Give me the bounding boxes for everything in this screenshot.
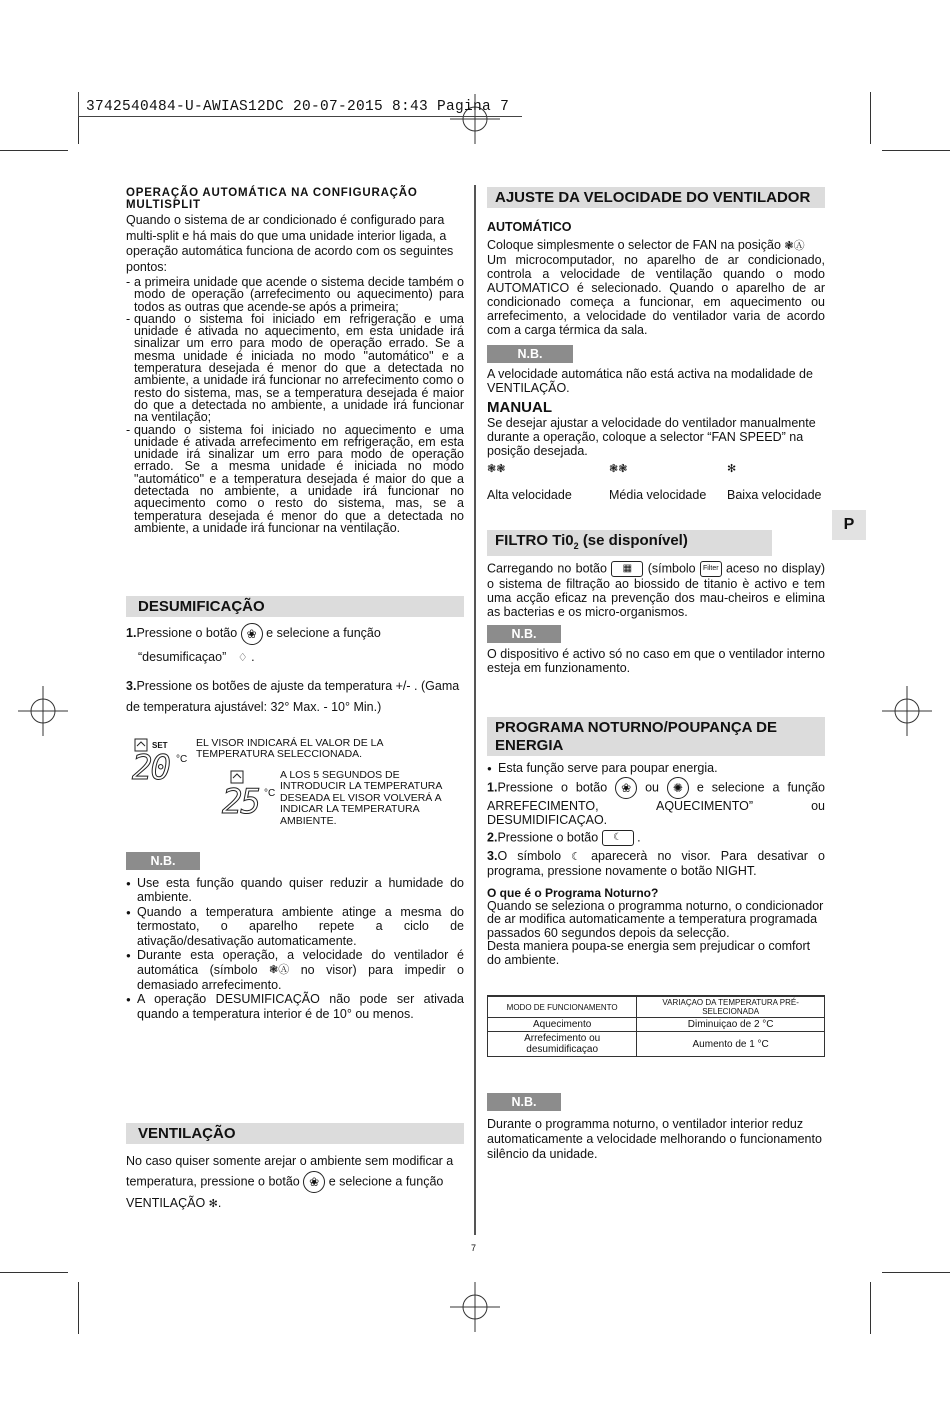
crop-mark (882, 1272, 950, 1273)
bullet3-text-b: no visor) para impedir o demasiado arrefecimento. (137, 962, 464, 992)
fan-auto-icon: ❃Ⓐ (784, 239, 805, 252)
desumificacao-step1: 1.Pressione o botão ❀ e selecione a função “desumificaçao” ♢ . (126, 621, 464, 670)
crop-mark (870, 1282, 871, 1334)
filter-nb-text: O dispositivo é activo só no caso em que o ventilador interno esteja em funzionamento. (487, 646, 825, 675)
night-step1 (487, 777, 825, 827)
filter-title-tail: (se disponível) (582, 531, 688, 549)
speed-label-high: Alta velocidade (487, 487, 572, 502)
crop-mark (882, 150, 950, 151)
fan-low-icon: ✻ (727, 462, 737, 475)
fan-icon: ✻ (208, 1198, 218, 1211)
table-cell: Arrefecimento ou desumidificaçao (488, 1032, 637, 1057)
table-header-row (488, 996, 825, 1018)
unit-label: °C (264, 787, 276, 799)
s1-text-b: ou (645, 780, 659, 795)
list-item: ● A operação DESUMIFICAÇÃO não pode ser ativada quando a temperatura interior é de 10° ou menos. (126, 992, 464, 1021)
section-header-filter (487, 530, 772, 556)
step-number: 3. (487, 849, 498, 864)
night-nb-text: Durante o programma noturno, o ventilador interior reduz automaticamente a velocidade melhorando o funcionamento silêncio da unidade. (487, 1117, 822, 1162)
fan-medium-icon: ❃❃ (609, 462, 628, 475)
nb-label: N.B. (487, 625, 561, 643)
step1-text-b: e selecione a função (266, 626, 381, 641)
fan-speed-icons (487, 462, 825, 502)
filter-symbol: Filter (700, 561, 722, 577)
ventilacao-text-b: e selecione a função VENTILAÇÃO (126, 1174, 444, 1211)
language-tab: P (832, 510, 866, 540)
step-number: 1. (487, 780, 498, 795)
ventilacao-text-c: . (217, 1196, 222, 1211)
filter-title: FILTRO Ti0 (495, 531, 574, 549)
nb-label: N.B. (126, 852, 200, 870)
section-header-night: PROGRAMA NOTURNO/POUPANÇA DE ENERGIA (487, 717, 825, 756)
night-symbol-icon: ☾ (571, 850, 581, 863)
set-label: SET (152, 740, 168, 750)
display-note-1: EL VISOR INDICARÁ EL VALOR DE LA TEMPERATURA SELECCIONADA. (196, 736, 383, 761)
multisplit-intro: Quando o sistema de ar condicionado é configurado para multi-split e há mais do que uma unidade interior ligada, a operação automática funciona de acordo com os seguintes pontos: (126, 213, 454, 274)
ventilacao-text (126, 1151, 464, 1214)
display-note-2: A LOS 5 SEGUNDOS DE INTRODUCIR LA TEMPERATURA DESEADA EL VISOR VOLVERÁ A INDICAR LA TEMPERATURA AMBIENTE. (280, 768, 442, 827)
fan-auto-icon: ❃Ⓐ (269, 964, 290, 977)
filter-button-icon: ▦ (611, 561, 643, 577)
s1-text-a: Pressione o botão (497, 780, 608, 795)
bullet3-text-a: Durante esta operação, a velocidade do ventilador é automática (símbolo (137, 948, 464, 977)
unit-label: °C (176, 753, 188, 765)
page-number: 7 (471, 1243, 477, 1253)
manual-text: Se desejar ajustar a velocidade do ventilador manualmente durante a operação, coloque a selector “FAN SPEED” na posição desejada. (487, 415, 816, 458)
drop-icon: ♢ (237, 651, 248, 664)
column-divider (474, 185, 476, 1235)
section-header-fan-speed: AJUSTE DA VELOCIDADE DO VENTILADOR (487, 187, 825, 208)
auto-text: Um microcomputador, no aparelho de ar condicionado, controla a velocidade de ventilação quando o modo AUTOMATICO é selecionado. Quando o aparelho de ar condicionado começa a funcionar, em aquecimento ou arrefecimento, a velocidade do ventilador varia de acordo com a carga térmica da sala. (487, 252, 825, 337)
header-print-code: 3742540484-U-AWIAS12DC 20-07-2015 8:43 Pagina 7 (86, 99, 510, 115)
list-item: ● Esta função serve para poupar energia. (487, 761, 825, 776)
display-diagram (126, 738, 464, 848)
filter-title-sub: 2 (573, 540, 579, 551)
filter-text (487, 561, 825, 619)
multisplit-title: OPERAÇÃO AUTOMÁTICA NA CONFIGURAÇÃO MULTISPLIT (126, 187, 418, 211)
s2-text-b: . (637, 830, 641, 845)
night-question-title: O que é o Programa Noturno? (487, 885, 659, 900)
manual-title: MANUAL (487, 398, 552, 416)
filter-text-b: (símbolo (647, 561, 696, 575)
table-header-cell: MODO DE FUNCIONAMENTO (488, 996, 637, 1018)
filter-text-c: aceso no display) o sistema de filtração ao biossido de titanio è activo e tem uma acção eficaz na prevenção dos mau-cheiros e elimina as bacterias e os micro-organismos. (487, 561, 825, 619)
heat-button-icon: ✺ (667, 777, 689, 799)
table-row (488, 1018, 825, 1032)
filter-text-a: Carregando no botão (487, 561, 607, 575)
s1-text-c: e selecione a função ARREFECIMENTO, AQUECIMENTO” ou DESUMIDIFICAÇAO. (487, 780, 825, 828)
fan-high-icon: ❃❃ (487, 462, 506, 475)
registration-mark-left (18, 686, 68, 736)
s3-text-b: aparecerà no visor. Para desativar o programa, pressione novamente o botão NIGHT. (487, 849, 825, 878)
registration-mark-right (882, 686, 932, 736)
lcd-room-temperature: 25 (222, 781, 259, 822)
desumificacao-step3 (126, 676, 464, 718)
table-cell: Aquecimento (488, 1018, 637, 1032)
section-header-ventilacao: VENTILAÇÃO (126, 1123, 464, 1144)
multisplit-list (126, 276, 464, 534)
list-item: - a primeira unidade que acende o sistema decide também o modo de operação (arrefecimento ou aquecimento) para todos as outras que acende-se após a primeira; (126, 276, 464, 313)
table-cell: Aumento de 1 °C (637, 1032, 825, 1057)
step-number: 1. (126, 626, 137, 641)
s3-text-a: O símbolo (497, 849, 562, 864)
lcd-set-temperature: 20 (132, 747, 169, 788)
cool-button-icon: ❀ (615, 777, 637, 799)
speed-label-medium: Média velocidade (609, 487, 707, 502)
table-cell: Diminuiçao de 2 °C (637, 1018, 825, 1032)
list-item: ● Use esta função quando quiser reduzir a humidade do ambiente. (126, 876, 464, 905)
fan-nb-text: A velocidade automática não está activa na modalidade de VENTILAÇÃO. (487, 366, 813, 395)
mode-table (487, 995, 825, 1057)
mode-button-icon: ❀ (303, 1171, 325, 1193)
list-item (126, 948, 464, 992)
step-number: 2. (487, 830, 498, 845)
mode-button-icon: ❀ (241, 623, 263, 645)
desumificacao-notes (126, 876, 464, 1021)
night-question-text: Quando se seleziona o programma noturno, o condicionador de ar modifica automaticamente a temperatura programada passados 60 segundos depois da selecção. (487, 898, 824, 940)
nb-label: N.B. (487, 1093, 561, 1111)
table-row (488, 1032, 825, 1057)
night-button-icon: ☾ (602, 830, 634, 846)
auto-line1 (487, 238, 825, 253)
step3-text: Pressione os botões de ajuste da temperatura +/- . (Gama de temperatura ajustável: 32° Max. - 10° Min.) (126, 678, 460, 714)
section-header-desumificacao: DESUMIFICAÇÃO (126, 596, 464, 617)
list-item: ● Quando a temperatura ambiente atinge a mesma do termostato, o aparelho repete a ciclo de ativação/desativação automaticamente. (126, 905, 464, 949)
right-column (487, 187, 825, 1162)
step1-text-c: “desumificaçao” (138, 650, 227, 665)
night-step3 (487, 849, 825, 878)
registration-mark-bottom (450, 1282, 500, 1332)
crop-mark (870, 92, 871, 144)
nb-label: N.B. (487, 345, 573, 363)
list-item: - quando o sistema foi iniciado no aquecimento e uma unidade é ativada arrefecimento em refrigeração, em esta unidade irá sinalizar um erro para modo de operação errado. Se a mesma unidade é iniciada no modo "automático" e a temperatura desejada é maior do que a detectada no ambiente, a unidade irá funcionar no aquecimento como o resto do sistema, mas, se a temperatura desejada é menor do que a detectada no ambiente, a unidade irá funcionar na ventilação. (126, 424, 464, 535)
auto-title: AUTOMÁTICO (487, 220, 572, 234)
crop-mark (0, 150, 68, 151)
step-number: 3. (126, 678, 137, 693)
night-bullets (487, 761, 825, 776)
left-column (126, 187, 464, 1214)
night-question-text2: Desta maniera poupa-se energia sem prejudicar o comfort do ambiente. (487, 939, 811, 967)
night-step2 (487, 830, 825, 846)
crop-mark (0, 1272, 68, 1273)
s2-text-a: Pressione o botão (497, 830, 599, 845)
step1-text: Pressione o botão (136, 626, 238, 641)
crop-mark (78, 1282, 79, 1334)
auto-line1-text: Coloque simplesmente o selector de FAN na posição (487, 238, 781, 252)
ventilacao-text-a: No caso quiser somente arejar o ambiente sem modificar a temperatura, pressione o botão (126, 1154, 454, 1189)
table-header-cell: VARIAÇAO DA TEMPERATURA PRÉ-SELECIONADA (637, 996, 825, 1018)
speed-label-low: Baixa velocidade (727, 487, 822, 502)
list-item: - quando o sistema foi iniciado em refrigeração e uma unidade é ativada no aquecimento, em esta unidade irá sinalizar um erro para modo de operação errado. Se a mesma unidade é iniciada no modo "automático" e a temperatura desejada é menor do que a detectada no ambiente, a unidade irá funcionar no arrefecimento como o resto do sistema, mas, se a temperatura desejada é maior do que a detectada no ambiente, a unidade irá funcionar na ventilação; (126, 313, 464, 424)
